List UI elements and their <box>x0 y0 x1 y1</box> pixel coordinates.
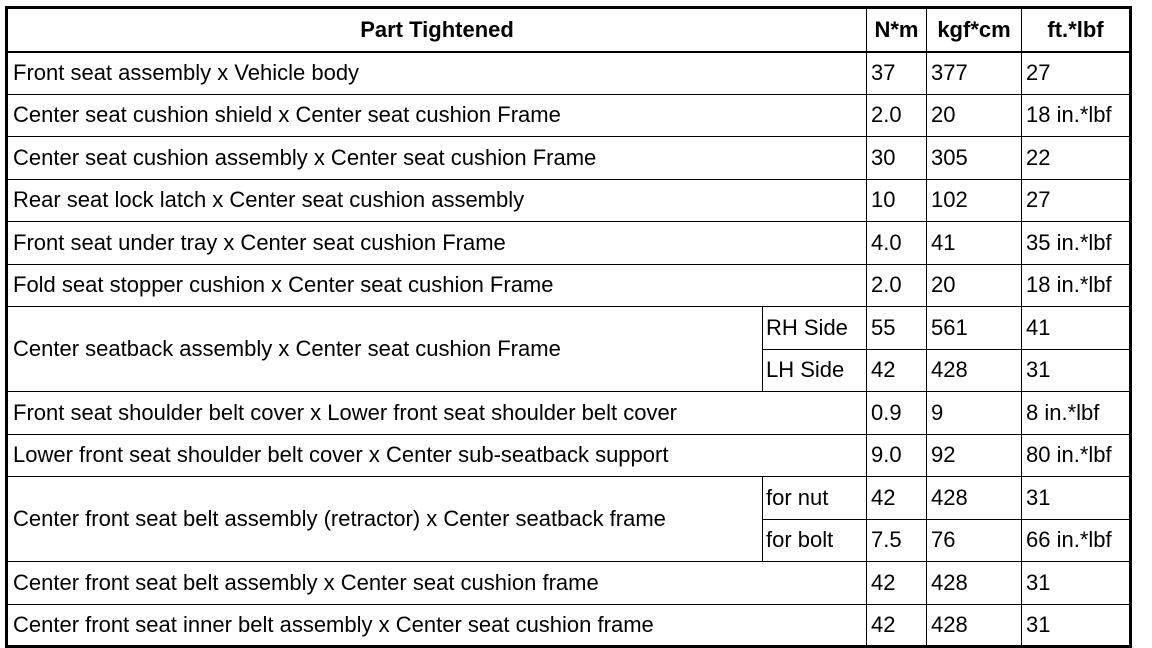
ftlbf-cell: 31 <box>1022 349 1131 392</box>
table-row <box>7 179 1131 222</box>
nm-cell: 9.0 <box>867 434 927 477</box>
part-cell: Front seat shoulder belt cover x Lower front seat shoulder belt cover <box>7 392 867 435</box>
table-header-row <box>7 8 1131 52</box>
table-row <box>7 392 1131 435</box>
table-row <box>7 562 1131 605</box>
table-row <box>7 477 1131 520</box>
header-kgfcm: kgf*cm <box>927 8 1022 52</box>
nm-cell: 42 <box>867 349 927 392</box>
part-cell: Rear seat lock latch x Center seat cushion assembly <box>7 179 867 222</box>
header-part-tightened: Part Tightened <box>7 8 867 52</box>
nm-cell: 30 <box>867 137 927 180</box>
table-row <box>7 264 1131 307</box>
ftlbf-cell: 35 in.*lbf <box>1022 222 1131 265</box>
nm-cell: 2.0 <box>867 94 927 137</box>
ftlbf-cell: 31 <box>1022 562 1131 605</box>
condition-cell: for nut <box>763 477 867 520</box>
condition-cell: LH Side <box>763 349 867 392</box>
table-row <box>7 94 1131 137</box>
ftlbf-cell: 31 <box>1022 477 1131 520</box>
ftlbf-cell: 31 <box>1022 604 1131 647</box>
table-body <box>7 52 1131 647</box>
part-cell: Lower front seat shoulder belt cover x Center sub-seatback support <box>7 434 867 477</box>
part-cell: Center seatback assembly x Center seat cushion Frame <box>7 307 763 392</box>
kgfcm-cell: 428 <box>927 562 1022 605</box>
kgfcm-cell: 92 <box>927 434 1022 477</box>
header-nm: N*m <box>867 8 927 52</box>
ftlbf-cell: 18 in.*lbf <box>1022 264 1131 307</box>
kgfcm-cell: 428 <box>927 349 1022 392</box>
table-row <box>7 434 1131 477</box>
condition-cell: RH Side <box>763 307 867 350</box>
ftlbf-cell: 41 <box>1022 307 1131 350</box>
nm-cell: 42 <box>867 604 927 647</box>
part-cell: Center seat cushion assembly x Center seat cushion Frame <box>7 137 867 180</box>
part-cell: Front seat assembly x Vehicle body <box>7 52 867 95</box>
nm-cell: 0.9 <box>867 392 927 435</box>
table-row <box>7 222 1131 265</box>
kgfcm-cell: 20 <box>927 94 1022 137</box>
part-cell: Center front seat belt assembly x Center seat cushion frame <box>7 562 867 605</box>
kgfcm-cell: 305 <box>927 137 1022 180</box>
nm-cell: 42 <box>867 477 927 520</box>
ftlbf-cell: 8 in.*lbf <box>1022 392 1131 435</box>
kgfcm-cell: 41 <box>927 222 1022 265</box>
table-row <box>7 137 1131 180</box>
nm-cell: 37 <box>867 52 927 95</box>
header-ftlbf: ft.*lbf <box>1022 8 1131 52</box>
nm-cell: 10 <box>867 179 927 222</box>
torque-spec-table <box>5 6 1132 648</box>
kgfcm-cell: 76 <box>927 519 1022 562</box>
ftlbf-cell: 66 in.*lbf <box>1022 519 1131 562</box>
condition-cell: for bolt <box>763 519 867 562</box>
nm-cell: 55 <box>867 307 927 350</box>
table-row <box>7 52 1131 95</box>
table-row <box>7 604 1131 647</box>
ftlbf-cell: 18 in.*lbf <box>1022 94 1131 137</box>
kgfcm-cell: 561 <box>927 307 1022 350</box>
nm-cell: 4.0 <box>867 222 927 265</box>
ftlbf-cell: 22 <box>1022 137 1131 180</box>
kgfcm-cell: 428 <box>927 477 1022 520</box>
nm-cell: 2.0 <box>867 264 927 307</box>
kgfcm-cell: 102 <box>927 179 1022 222</box>
ftlbf-cell: 27 <box>1022 52 1131 95</box>
part-cell: Front seat under tray x Center seat cushion Frame <box>7 222 867 265</box>
kgfcm-cell: 377 <box>927 52 1022 95</box>
kgfcm-cell: 9 <box>927 392 1022 435</box>
kgfcm-cell: 428 <box>927 604 1022 647</box>
kgfcm-cell: 20 <box>927 264 1022 307</box>
table-row <box>7 307 1131 350</box>
nm-cell: 42 <box>867 562 927 605</box>
part-cell: Center seat cushion shield x Center seat cushion Frame <box>7 94 867 137</box>
ftlbf-cell: 80 in.*lbf <box>1022 434 1131 477</box>
part-cell: Fold seat stopper cushion x Center seat cushion Frame <box>7 264 867 307</box>
part-cell: Center front seat inner belt assembly x Center seat cushion frame <box>7 604 867 647</box>
ftlbf-cell: 27 <box>1022 179 1131 222</box>
part-cell: Center front seat belt assembly (retractor) x Center seatback frame <box>7 477 763 562</box>
nm-cell: 7.5 <box>867 519 927 562</box>
